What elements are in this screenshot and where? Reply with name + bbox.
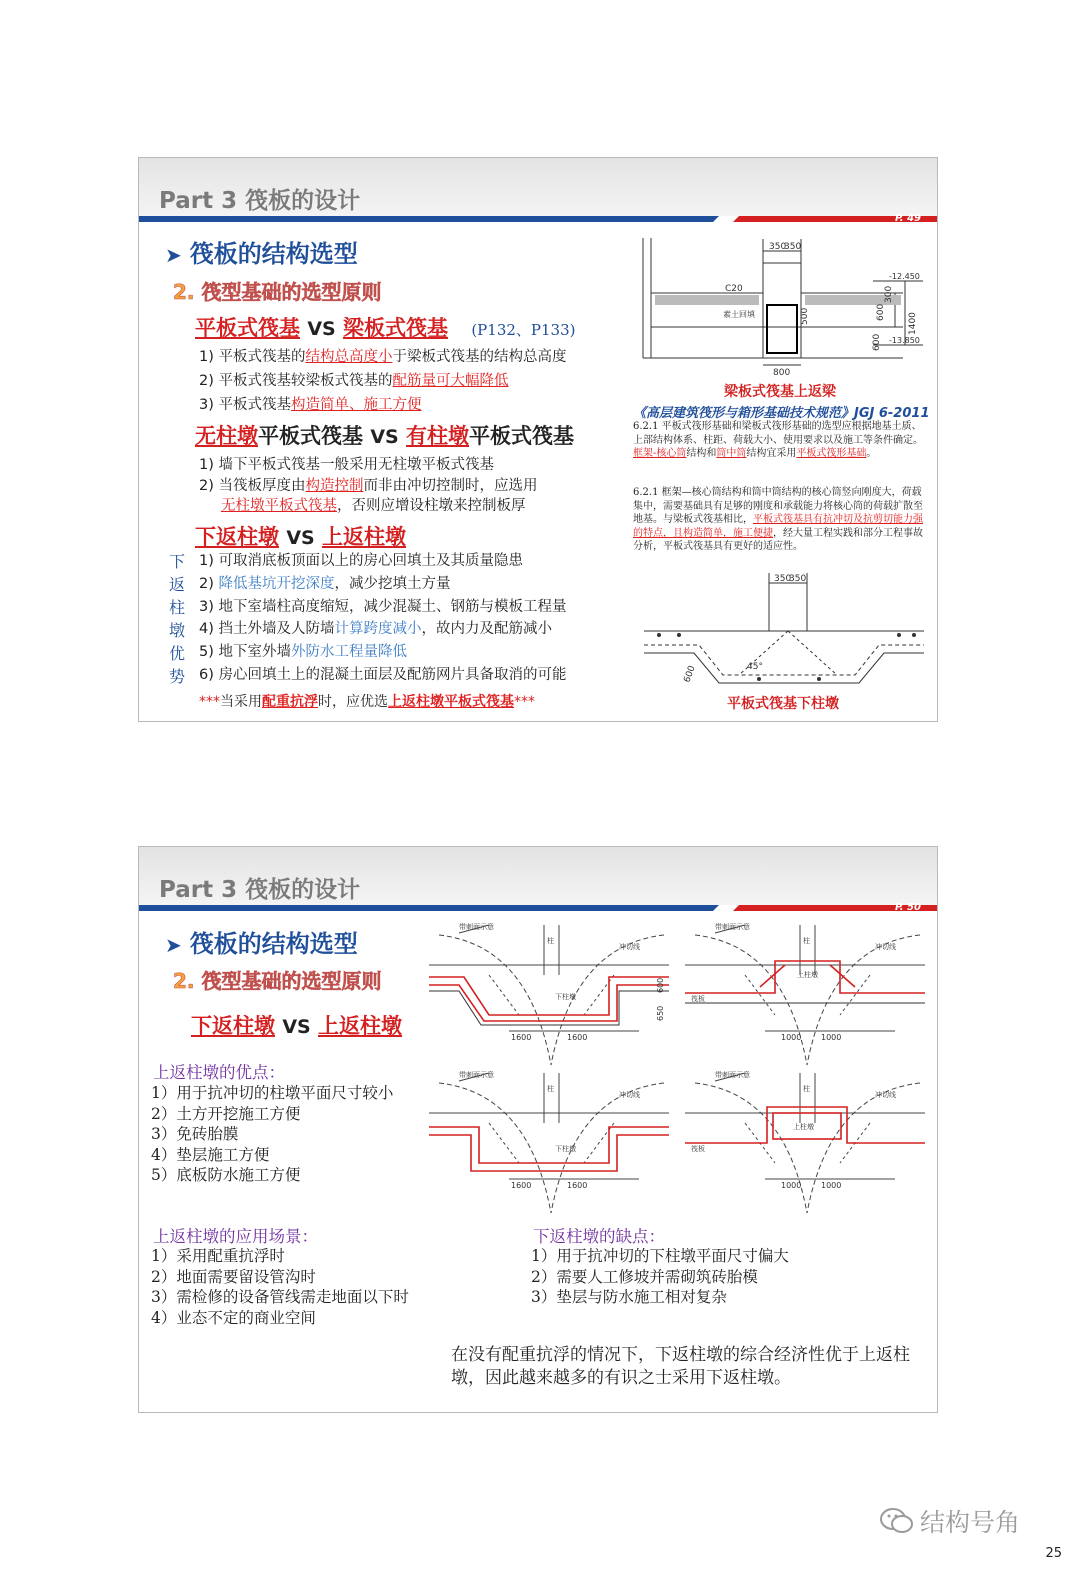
diagram-lower-pier-1: [429, 922, 669, 1065]
design-note: ***当采用配重抗浮时，应优选上返柱墩平板式筏基***: [199, 694, 535, 710]
slide-p50: [138, 846, 938, 1413]
svg-text:650: 650: [656, 1005, 665, 1021]
list-item: 3) 地下室墙柱高度缩短，减少混凝土、钢筋与模板工程量: [199, 599, 567, 615]
comparison-title-1: [195, 312, 575, 342]
svg-text:1000: 1000: [821, 1033, 842, 1042]
advantages-title: 上返柱墩的优点：: [153, 1063, 285, 1082]
slide-p49: [138, 157, 938, 722]
comparison-title: 下返柱墩 VS 上返柱墩: [191, 1013, 403, 1038]
list-item: 2）需要人工修坡并需砌筑砖胎模: [531, 1268, 758, 1286]
list-item: 4）业态不定的商业空间: [151, 1309, 316, 1327]
dim-label: 350: [784, 242, 802, 252]
conclusion-text: 在没有配重抗浮的情况下，下返柱墩的综合经济性优于上返柱墩，因此越来越多的有识之士采用下返柱墩。: [451, 1345, 910, 1388]
svg-text:1000: 1000: [781, 1033, 802, 1042]
diagram-upper-pier-2: [685, 1070, 925, 1213]
watermark: [880, 1503, 1020, 1541]
list-item: 1) 可取消底板顶面以上的房心回填土及其质量隐患: [199, 553, 523, 569]
svg-text:带刺面示意: 带刺面示意: [459, 1071, 494, 1079]
chevron-right-icon: ➤: [165, 243, 182, 267]
svg-text:冲切线: 冲切线: [875, 1091, 896, 1099]
wechat-icon: [880, 1507, 914, 1541]
svg-text:带刺面示意: 带刺面示意: [715, 1071, 750, 1079]
svg-text:1600: 1600: [511, 1181, 532, 1190]
slide-heading-text: 筏板的结构选型: [189, 930, 358, 958]
page-reference: (P132、P133): [471, 321, 576, 339]
vertical-label: 下 返 柱 墩 优 势: [168, 552, 185, 686]
svg-text:1400: 1400: [908, 312, 918, 335]
svg-text:1600: 1600: [511, 1033, 532, 1042]
beam-raft-section-figure: [633, 233, 933, 383]
svg-text:300: 300: [884, 285, 894, 303]
list-item: 2) 降低基坑开挖深度，减少挖填土方量: [199, 576, 451, 592]
figure-caption: 平板式筏基下柱墩: [727, 696, 839, 712]
svg-text:筏板: 筏板: [691, 1145, 705, 1153]
list-item-continued: 无柱墩平板式筏基，否则应增设柱墩来控制板厚: [221, 498, 526, 514]
comparison-a: 平板式筏基: [195, 315, 300, 340]
slide-header-title: Part 3 筏板的设计: [159, 877, 361, 903]
list-item: 3）免砖胎膜: [151, 1125, 239, 1143]
svg-text:600: 600: [872, 333, 882, 351]
list-item: 1) 墙下平板式筏基一般采用无柱墩平板式筏基: [199, 457, 494, 473]
svg-text:筏板: 筏板: [691, 995, 705, 1003]
clause-text-2: 6.2.1 框架—核心筒结构和筒中筒结构的核心筒竖向刚度大，荷载集中，需要基础具有足够的刚度和承载能力将核心筒的荷载扩散至地基。与梁板式筏基相比，平板式筏基具有抗冲切及抗剪切能力强的特点，且构造简单，施工便捷，经大量工程实践和部分工程事故分析，平板式筏基具有更好的适应性。: [633, 487, 923, 553]
clause-text-1: 6.2.1 平板式筏形基础和梁板式筏形基础的选型应根据地基土质、上部结构体系、柱距、荷载大小、使用要求以及施工等条件确定。框架-核心筒结构和筒中筒结构宜采用平板式筏形基础。: [633, 421, 923, 460]
svg-text:带刺面示意: 带刺面示意: [715, 923, 750, 931]
svg-text:800: 800: [773, 368, 791, 378]
svg-text:下柱墩: 下柱墩: [555, 993, 576, 1001]
list-item: 2) 平板式筏基较梁板式筏基的配筋量可大幅降低: [199, 373, 509, 389]
list-item: 5) 地下室外墙外防水工程量降低: [199, 644, 407, 660]
diagram-lower-pier-2: [429, 1070, 669, 1213]
svg-text:带刺面示意: 带刺面示意: [459, 923, 494, 931]
svg-text:上柱墩: 上柱墩: [793, 1123, 814, 1131]
page-number: 25: [1045, 1546, 1062, 1561]
slide-heading: [165, 234, 358, 269]
svg-text:1000: 1000: [781, 1181, 802, 1190]
svg-text:-13.850: -13.850: [889, 336, 920, 345]
slide-subheading: 2. 筏型基础的选型原则: [173, 969, 382, 993]
vs-label: VS: [307, 318, 336, 340]
scenarios-title: 上返柱墩的应用场景：: [153, 1227, 318, 1246]
list-item: 1）用于抗冲切的柱墩平面尺寸较小: [151, 1084, 394, 1102]
comparison-title-3: 下返柱墩 VS 上返柱墩: [195, 524, 407, 549]
list-item: 4）垫层施工方便: [151, 1146, 270, 1164]
watermark-text: 结构号角: [920, 1508, 1021, 1537]
svg-text:柱: 柱: [803, 1085, 810, 1093]
svg-text:600: 600: [876, 303, 886, 321]
svg-text:冲切线: 冲切线: [875, 943, 896, 951]
list-item: 6) 房心回填土上的混凝土面层及配筋网片具备取消的可能: [199, 667, 567, 683]
comparison-title-2: 无柱墩平板式筏基 VS 有柱墩平板式筏基: [195, 423, 575, 448]
list-item: 5）底板防水施工方便: [151, 1166, 301, 1184]
lower-column-pier-figure: [639, 571, 929, 693]
column-pier-diagrams: [429, 915, 935, 1215]
svg-text:1000: 1000: [821, 1181, 842, 1190]
disadvantages-title: 下返柱墩的缺点：: [533, 1227, 665, 1246]
svg-text:45°: 45°: [747, 662, 763, 672]
svg-text:下柱墩: 下柱墩: [555, 1145, 576, 1153]
comparison-b: 梁板式筏基: [343, 315, 449, 340]
list-item: 4) 挡土外墙及人防墙计算跨度减小，故内力及配筋减小: [199, 621, 552, 637]
diagram-upper-pier-1: [685, 922, 925, 1065]
slide-subheading: 2. 筏型基础的选型原则: [173, 280, 382, 304]
list-item: 3）需检修的设备管线需走地面以下时: [151, 1288, 409, 1306]
header-stripe: [139, 905, 937, 911]
slide-page-number: P. 50: [895, 902, 921, 913]
chevron-right-icon: ➤: [165, 933, 182, 957]
slide-page-number: P. 49: [895, 213, 921, 224]
slide-header: [139, 158, 937, 216]
svg-text:350: 350: [789, 574, 807, 584]
dim-label: C20: [725, 284, 743, 294]
svg-text:1600: 1600: [567, 1033, 588, 1042]
svg-text:600: 600: [656, 977, 665, 993]
svg-text:-12.450: -12.450: [889, 272, 920, 281]
list-item: 1）采用配重抗浮时: [151, 1247, 285, 1265]
list-item: 1) 平板式筏基的结构总高度小于梁板式筏基的结构总高度: [199, 349, 567, 365]
fill-label: 素土回填: [723, 310, 755, 319]
svg-text:冲切线: 冲切线: [619, 943, 640, 951]
list-item: 1）用于抗冲切的下柱墩平面尺寸偏大: [531, 1247, 789, 1265]
list-item: 2）土方开挖施工方便: [151, 1105, 301, 1123]
svg-text:柱: 柱: [803, 937, 810, 945]
svg-text:500: 500: [800, 307, 810, 325]
figure-caption: 梁板式筏基上返梁: [724, 384, 836, 400]
slide-heading: [165, 924, 358, 959]
list-item: 2) 当筏板厚度由构造控制而非由冲切控制时，应选用: [199, 478, 538, 494]
header-stripe: [139, 216, 937, 222]
svg-text:柱: 柱: [547, 937, 554, 945]
slide-header: [139, 847, 937, 905]
dim-label: 350: [769, 242, 787, 252]
list-item: 3) 平板式筏基构造简单、施工方便: [199, 397, 422, 413]
svg-text:1600: 1600: [567, 1181, 588, 1190]
svg-text:350: 350: [774, 574, 792, 584]
svg-text:上柱墩: 上柱墩: [797, 971, 818, 979]
svg-text:冲切线: 冲切线: [619, 1091, 640, 1099]
slide-header-title: Part 3 筏板的设计: [159, 188, 361, 214]
list-item: 3）垫层与防水施工相对复杂: [531, 1288, 727, 1306]
standard-title: 《高层建筑筏形与箱形基础技术规范》JGJ 6-2011: [633, 406, 930, 421]
svg-text:600: 600: [682, 664, 698, 685]
list-item: 2）地面需要留设管沟时: [151, 1268, 316, 1286]
slide-heading-text: 筏板的结构选型: [189, 240, 358, 268]
svg-text:柱: 柱: [547, 1085, 554, 1093]
